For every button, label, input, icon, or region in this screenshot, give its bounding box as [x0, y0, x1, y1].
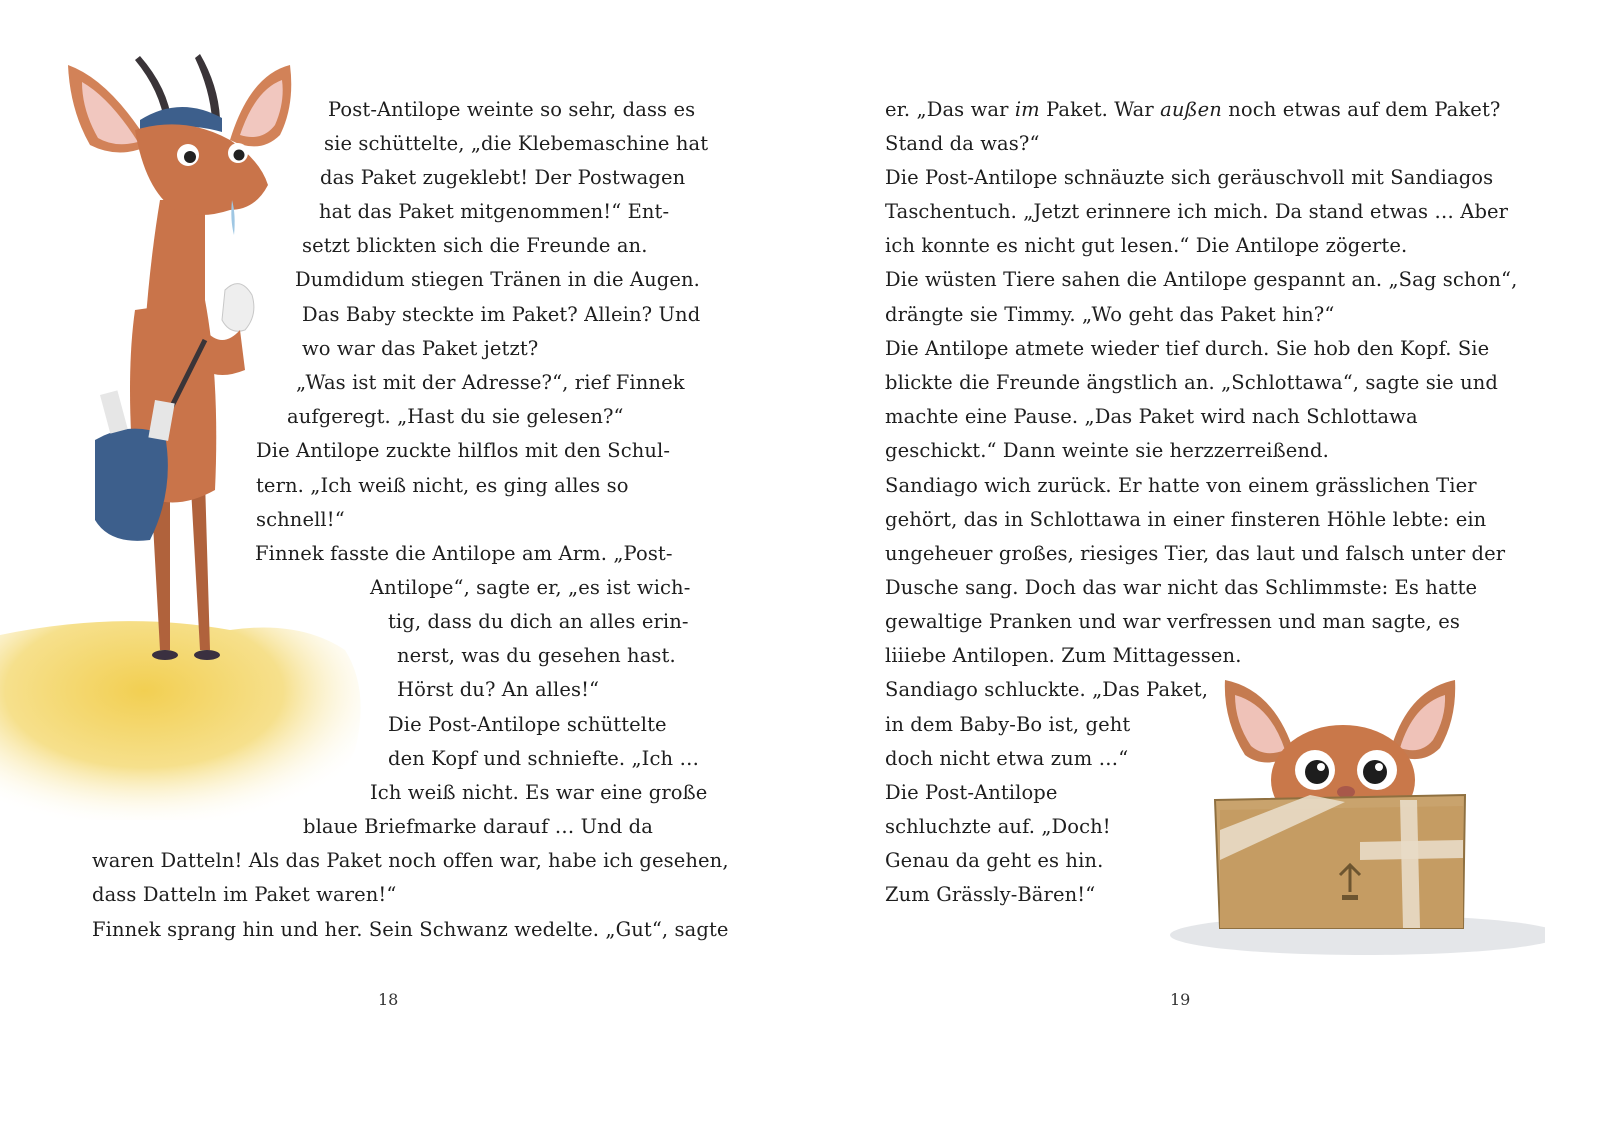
text-line: Die Post-Antilope schüttelte [388, 713, 667, 736]
text-line: ungeheuer großes, riesiges Tier, das laut und falsch unter der [885, 542, 1506, 565]
page-number: 18 [378, 990, 399, 1009]
text-line: das Paket zugeklebt! Der Postwagen [320, 166, 686, 189]
text-line: machte eine Pause. „Das Paket wird nach Schlottawa [885, 405, 1418, 428]
box-tape-vertical [1400, 800, 1420, 928]
text-span: noch etwas auf dem Paket? [1221, 98, 1501, 121]
antelope-illustration [0, 50, 370, 820]
text-line: hat das Paket mitgenommen!“ Ent- [319, 200, 670, 223]
text-line: setzt blickten sich die Freunde an. [302, 234, 648, 257]
antelope-hoof-right [194, 650, 220, 660]
text-line: Dusche sang. Doch das war nicht das Schlimmste: Es hatte [885, 576, 1478, 599]
box-creature-illustration [1145, 660, 1545, 965]
text-line: blickte die Freunde ängstlich an. „Schlottawa“, sagte sie und [885, 371, 1498, 394]
right-page [790, 0, 1600, 1129]
text-line: nerst, was du gesehen hast. [397, 644, 676, 667]
text-line: schnell!“ [256, 508, 345, 531]
text-line: Ich weiß nicht. Es war eine große [370, 781, 708, 804]
text-line: Antilope“, sagte er, „es ist wich- [370, 576, 691, 599]
page-number: 19 [1170, 990, 1191, 1009]
text-line: Zum Grässly-Bären!“ [885, 883, 1096, 906]
mail-bag [95, 429, 168, 541]
text-line: sie schüttelte, „die Klebemaschine hat [324, 132, 709, 155]
text-line: in dem Baby-Bo ist, geht [885, 713, 1131, 736]
text-line: Genau da geht es hin. [885, 849, 1104, 872]
text-line: dass Datteln im Paket waren!“ [92, 883, 397, 906]
antelope-neck [145, 200, 205, 330]
text-line: Taschentuch. „Jetzt erinnere ich mich. Da stand etwas … Aber [885, 200, 1509, 223]
text-line: waren Datteln! Als das Paket noch offen war, habe ich gesehen, [92, 849, 729, 872]
text-span: er. „Das war [885, 98, 1015, 121]
emphasis-text: im [1014, 98, 1040, 121]
text-line: schluchzte auf. „Doch! [885, 815, 1111, 838]
left-page [0, 0, 790, 1129]
antelope-arm [205, 330, 245, 375]
handkerchief [222, 284, 254, 332]
text-line: aufgeregt. „Hast du sie gelesen?“ [287, 405, 624, 428]
sand-dune [0, 621, 361, 820]
creature-nose [1337, 786, 1355, 798]
text-line: Sandiago wich zurück. Er hatte von einem grässlichen Tier [885, 474, 1477, 497]
text-line: Das Baby steckte im Paket? Allein? Und [302, 303, 701, 326]
text-line: Stand da was?“ [885, 132, 1040, 155]
text-line: Dumdidum stiegen Tränen in die Augen. [295, 268, 700, 291]
text-line: Die Antilope zuckte hilflos mit den Schul- [256, 439, 671, 462]
text-line: Finnek sprang hin und her. Sein Schwanz wedelte. „Gut“, sagte [92, 918, 729, 941]
text-line: Finnek fasste die Antilope am Arm. „Post- [255, 542, 673, 565]
box-tape-horizontal [1360, 840, 1463, 860]
text-line: tern. „Ich weiß nicht, es ging alles so [256, 474, 629, 497]
text-line: Die wüsten Tiere sahen die Antilope gespannt an. „Sag schon“, [885, 268, 1518, 291]
text-line: tig, dass du dich an alles erin- [388, 610, 689, 633]
text-line: doch nicht etwa zum …“ [885, 747, 1129, 770]
text-line: Die Post-Antilope [885, 781, 1058, 804]
text-line: „Was ist mit der Adresse?“, rief Finnek [296, 371, 685, 394]
text-line: Sandiago schluckte. „Das Paket, [885, 678, 1209, 701]
text-line: wo war das Paket jetzt? [302, 337, 539, 360]
emphasis-text: außen [1160, 98, 1222, 121]
text-line: geschickt.“ Dann weinte sie herzzerreißend. [885, 439, 1329, 462]
text-line: den Kopf und schniefte. „Ich … [388, 747, 700, 770]
text-line: ich konnte es nicht gut lesen.“ Die Antilope zögerte. [885, 234, 1408, 257]
text-line: Hörst du? An alles!“ [397, 678, 600, 701]
text-line: Post-Antilope weinte so sehr, dass es [328, 98, 696, 121]
text-line: blaue Briefmarke darauf … Und da [303, 815, 653, 838]
text-line: Die Post-Antilope schnäuzte sich geräuschvoll mit Sandiagos [885, 166, 1494, 189]
text-line: Die Antilope atmete wieder tief durch. Sie hob den Kopf. Sie [885, 337, 1490, 360]
text-line [885, 98, 1500, 122]
text-line: drängte sie Timmy. „Wo geht das Paket hin?“ [885, 303, 1335, 326]
text-line: gehört, das in Schlottawa in einer finsteren Höhle lebte: ein [885, 508, 1487, 531]
text-line: gewaltige Pranken und war verfressen und man sagte, es [885, 610, 1461, 633]
text-span: Paket. War [1039, 98, 1161, 121]
text-line: liiiebe Antilopen. Zum Mittagessen. [885, 644, 1242, 667]
antelope-hoof-left [152, 650, 178, 660]
letters [100, 390, 128, 433]
